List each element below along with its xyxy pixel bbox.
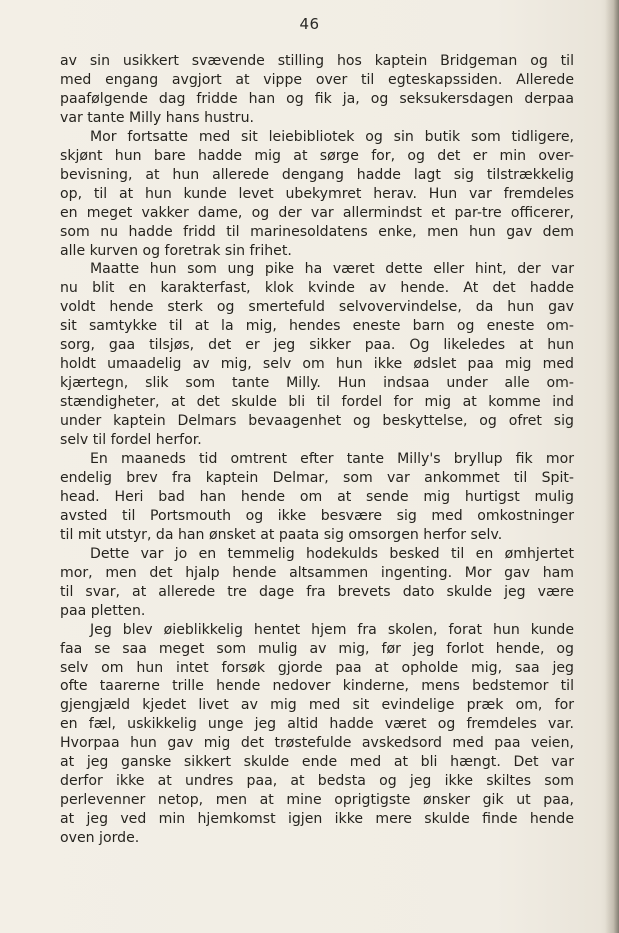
text-line: kjærtegn, slik som tante Milly. Hun indsaa under alle om- xyxy=(60,375,574,392)
text-line: sorg, gaa tilsjøs, det er jeg sikker paa. Og likeledes at hun xyxy=(60,337,574,354)
text-line: alle kurven og foretrak sin frihet. xyxy=(60,242,292,259)
text-line: til svar, at allerede tre dage fra brevets dato skulde jeg være xyxy=(60,583,574,600)
text-line: selv om hun intet forsøk gjorde paa at opholde mig, saa jeg xyxy=(60,659,574,676)
text-line: selv til fordel herfor. xyxy=(60,432,202,449)
text-line: en meget vakker dame, og der var allermindst et par-tre officerer, xyxy=(60,204,574,221)
text-line: Mor fortsatte med sit leiebibliotek og sin butik som tidligere, xyxy=(90,128,574,145)
text-line: op, til at hun kunde levet ubekymret herav. Hun var fremdeles xyxy=(60,185,574,202)
text-line: en fæl, uskikkelig unge jeg altid hadde været og fremdeles var. xyxy=(60,716,574,733)
text-line: paa pletten. xyxy=(60,602,146,619)
text-line: En maaneds tid omtrent efter tante Milly's bryllup fik mor xyxy=(90,451,574,468)
text-line: faa se saa meget som mulig av mig, før jeg forlot hende, og xyxy=(60,640,574,657)
text-line: Maatte hun som ung pike ha været dette eller hint, der var xyxy=(90,261,574,278)
text-line: perlevenner netop, men at mine oprigtigste ønsker gik ut paa, xyxy=(60,792,574,809)
text-line: som nu hadde fridd til marinesoldatens enke, men hun gav dem xyxy=(60,223,574,240)
text-line: voldt hende sterk og smertefuld selvovervindelse, da hun gav xyxy=(60,299,574,316)
text-line: oven jorde. xyxy=(60,830,140,847)
text-line: mor, men det hjalp hende altsammen ingenting. Mor gav ham xyxy=(60,564,574,581)
page-edge-shadow xyxy=(605,0,619,933)
text-line: var tante Milly hans hustru. xyxy=(60,109,255,126)
text-line: holdt umaadelig av mig, selv om hun ikke ødslet paa mig med xyxy=(60,356,574,373)
text-line: endelig brev fra kaptein Delmar, som var ankommet til Spit- xyxy=(60,469,574,486)
text-line: bevisning, at hun allerede dengang hadde lagt sig tilstrækkelig xyxy=(60,166,574,183)
text-line: nu blit en karakterfast, klok kvinde av hende. At det hadde xyxy=(60,280,574,297)
text-line: Dette var jo en temmelig hodekulds besked til en ømhjertet xyxy=(90,545,574,562)
text-line: paafølgende dag fridde han og fik ja, og seksukersdagen derpaa xyxy=(60,90,574,107)
text-line: at jeg ganske sikkert skulde ende med at bli hængt. Det var xyxy=(60,754,574,771)
text-line: av sin usikkert svævende stilling hos kaptein Bridgeman og til xyxy=(60,53,574,69)
text-line: ofte taarerne trille hende nedover kinderne, mens bedstemor til xyxy=(60,678,574,695)
text-line: avsted til Portsmouth og ikke besvære sig med omkostninger xyxy=(60,507,574,524)
text-line: Hvorpaa hun gav mig det trøstefulde avskedsord med paa veien, xyxy=(60,735,574,752)
text-line: skjønt hun bare hadde mig at sørge for, og det er min over- xyxy=(60,147,574,164)
text-line: Jeg blev øieblikkelig hentet hjem fra skolen, forat hun kunde xyxy=(90,621,574,638)
text-line: gjengjæld kjedet livet av mig med sit evindelige præk om, for xyxy=(60,697,574,714)
text-line: stændigheter, at det skulde bli til fordel for mig at komme ind xyxy=(60,394,574,411)
page-number: 46 xyxy=(299,15,320,33)
text-line: til mit utstyr, da han ønsket at paata sig omsorgen herfor selv. xyxy=(60,526,503,543)
text-line: under kaptein Delmars bevaagenhet og beskyttelse, og ofret sig xyxy=(60,413,574,430)
body-text xyxy=(60,52,574,848)
text-line: head. Heri bad han hende om at sende mig hurtigst mulig xyxy=(60,488,574,505)
text-line: med engang avgjort at vippe over til egteskapssiden. Allerede xyxy=(60,71,574,88)
text-line: sit samtykke til at la mig, hendes eneste barn og eneste om- xyxy=(60,318,574,335)
text-line: derfor ikke at undres paa, at bedsta og jeg ikke skiltes som xyxy=(60,773,574,790)
text-line: at jeg ved min hjemkomst igjen ikke mere skulde finde hende xyxy=(60,811,574,828)
